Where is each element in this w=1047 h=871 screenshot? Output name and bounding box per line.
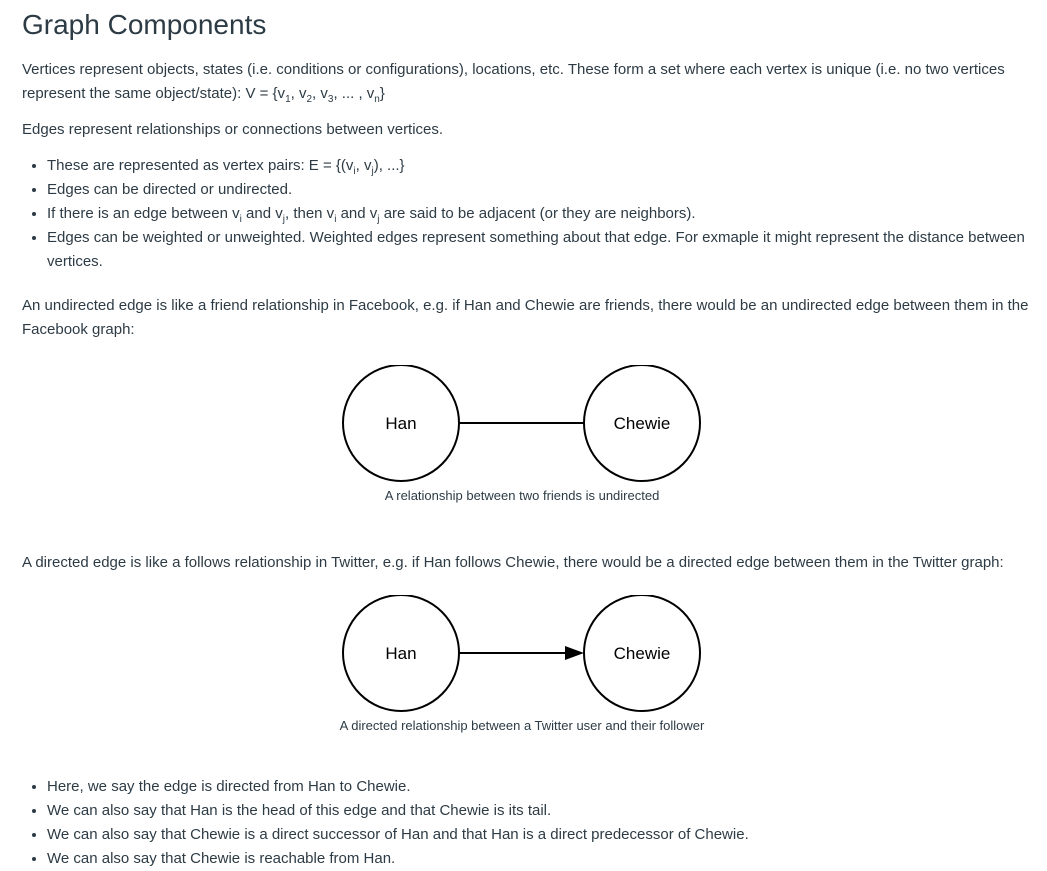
content-page — [22, 0, 1032, 871]
b3-then: , then v — [284, 205, 335, 222]
list-item — [47, 154, 1032, 178]
b3-post: are said to be adjacent (or they are neighbors). — [379, 205, 696, 222]
list-item: • Edges can be weighted or unweighted. Weighted edges represent something about that edge. For exmaple it might represent the distance between vertices. — [47, 226, 1032, 274]
list-item: • We can also say that Chewie is a direct successor of Han and that Han is a direct predecessor of Chewie. — [47, 823, 1032, 847]
b3-and: and v — [241, 205, 283, 222]
directed-graph-diagram — [22, 595, 1032, 720]
figure-caption: A relationship between two friends is undirected — [384, 488, 660, 503]
han-label: Han — [385, 414, 417, 433]
vertices-text: Vertices represent objects, states (i.e. conditions or configurations), locations, etc. These form a set where each vertex is unique (i.e. no two vertices represent the same object/state): V = {v — [22, 61, 1005, 102]
list-item: • Edges can be directed or undirected. — [47, 178, 1032, 202]
page-title: Graph Components — [22, 9, 267, 40]
chewie-label: Chewie — [613, 644, 671, 663]
b3-and2: and v — [336, 205, 378, 222]
sub-j: j — [371, 166, 374, 177]
edges-paragraph: Edges represent relationships or connections between vertices. — [22, 121, 444, 138]
han-label: Han — [385, 644, 417, 663]
list-item: • We can also say that Chewie is reachable from Han. — [47, 847, 1032, 871]
edge-facts-list — [22, 154, 1032, 274]
directed-paragraph: A directed edge is like a follows relationship in Twitter, e.g. if Han follows Chewie, there would be a directed edge between them in the Twitter graph: — [22, 554, 1004, 571]
directed-figure — [22, 595, 1032, 767]
sub-2: 2 — [306, 94, 313, 105]
vertices-paragraph: Vertices represent objects, states (i.e. conditions or configurations), locations, etc. These form a set where each vertex is unique (i.e. no two vertices represent the same object/state): $V = \{v_1$, $v_2$, $v_3$, ... , $v_n$} — [22, 61, 1005, 105]
b1-post: ), ...} — [373, 157, 405, 174]
sub-1: 1 — [285, 94, 291, 105]
figure-caption: A directed relationship between a Twitter user and their follower — [339, 718, 705, 733]
sub-i: i — [353, 166, 356, 177]
undirected-graph-diagram — [22, 365, 1032, 490]
b1-mid: , v — [355, 157, 372, 174]
chewie-label: Chewie — [613, 414, 671, 433]
sub-i: i — [334, 214, 337, 225]
list-item: • Here, we say the edge is directed from Han to Chewie. — [47, 775, 1032, 799]
sub-i: i — [239, 214, 242, 225]
sub-j: j — [377, 214, 380, 225]
list-item — [47, 202, 1032, 226]
sub-n: n — [374, 94, 380, 105]
undirected-paragraph: An undirected edge is like a friend relationship in Facebook, e.g. if Han and Chewie are friends, there would be an undirected edge between them in the Facebook graph: — [22, 297, 1029, 338]
b3-pre: If there is an edge between v — [47, 205, 240, 222]
list-item: • We can also say that Han is the head of this edge and that Chewie is its tail. — [47, 799, 1032, 823]
sub-j: j — [282, 214, 285, 225]
arrowhead-icon — [565, 646, 584, 660]
b1-pre: These are represented as vertex pairs: E = {(v — [47, 157, 354, 174]
sub-3: 3 — [327, 94, 334, 105]
undirected-figure — [22, 365, 1032, 535]
directed-facts-list — [22, 775, 1032, 871]
